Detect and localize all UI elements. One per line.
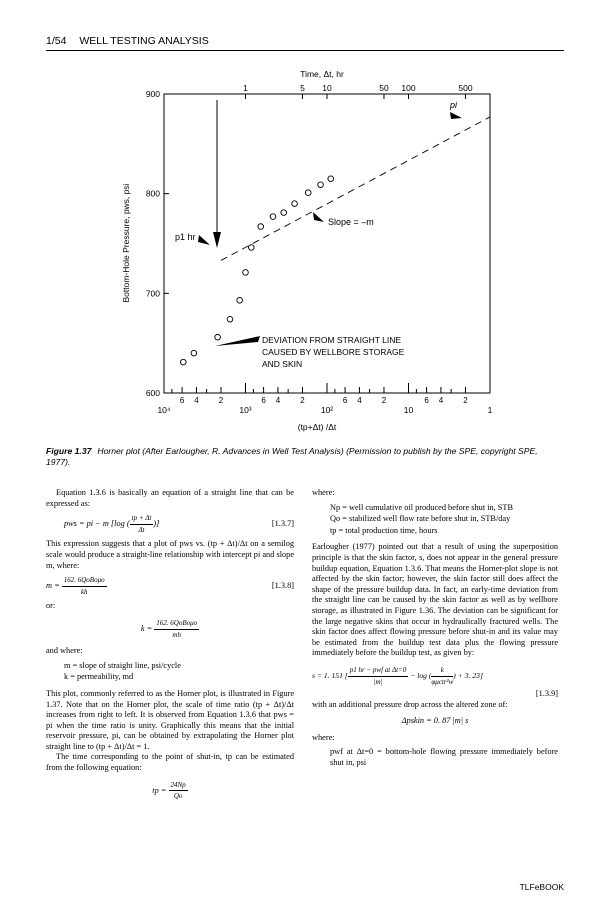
figure-label: Figure 1.37 — [46, 446, 92, 456]
y-axis-label: Bottom-Hole Pressure, pws, psi — [121, 183, 131, 303]
x-minor-label: 4 — [275, 396, 281, 405]
definition-list — [64, 661, 294, 683]
data-point — [305, 190, 311, 196]
top-tick-label: 10 — [322, 83, 332, 93]
eq-log: log — [114, 519, 125, 529]
x-minor-label: 6 — [424, 396, 429, 405]
slope-label: Slope = –m — [328, 217, 374, 227]
data-point — [328, 176, 334, 182]
right-column — [312, 488, 558, 775]
x-axis-ticks — [157, 383, 492, 415]
eq-denominator: Δt — [138, 525, 145, 534]
x-major-label: 1 — [487, 405, 493, 415]
y-tick-label: 800 — [145, 188, 160, 199]
equation-skin: Δpskin = 0. 87 |m| s — [401, 716, 469, 726]
paragraph: This expression suggests that a plot of pws vs. (tp + Δt)/Δt on a semilog scale would produce a straight-line relationship with intercept pi and slope m, where: — [46, 539, 294, 570]
eq-lhs: s = 1. 151 — [312, 670, 343, 680]
paragraph: where: — [312, 732, 335, 742]
eq-denominator: kh — [80, 587, 88, 596]
paragraph: and where: — [46, 646, 83, 656]
top-axis-label: Time, Δt, hr — [300, 69, 344, 79]
equation-1-3-7: pws = pi − m [log ( $\frac{tp + \Delta t}{\Delta t}$ )] [1.3.7] — [64, 514, 294, 534]
equation-1-3-8 — [46, 575, 294, 597]
x-minor-label: 4 — [194, 396, 199, 405]
footer-mark: TLFeBOOK — [519, 882, 564, 892]
paragraph: where: — [312, 488, 335, 497]
equation-number: [1.3.7] — [271, 518, 294, 528]
eq-numerator: 162. 6QoBoμo — [62, 575, 107, 587]
paragraph: or: — [46, 601, 56, 611]
top-tick-label: 5 — [300, 83, 305, 93]
page-number: 1/54 — [46, 35, 67, 47]
x-minor-label: 2 — [381, 396, 387, 405]
figure-caption-text: Horner plot (After Earlougher, R. Advances in Well Test Analysis) (Permission to publish by the SPE, copyright SPE, 1977). — [46, 446, 538, 467]
x-major-label: 10 — [403, 405, 414, 415]
data-point — [281, 210, 287, 216]
y-tick-label: 600 — [145, 388, 160, 398]
eq-numerator: p1 hr − pwf at Δt=0 — [348, 665, 409, 677]
eq-numerator: 24Np — [169, 780, 188, 792]
x-minor-label: 6 — [342, 396, 348, 405]
eq-numerator: 162. 6QoBoμo — [154, 618, 199, 630]
equation-tp — [46, 780, 294, 802]
eq-lhs: tp = — [152, 785, 167, 795]
data-point — [227, 316, 233, 322]
top-tick-label: 100 — [401, 83, 416, 93]
eq-numerator: k — [431, 665, 453, 677]
top-tick-label: 1 — [243, 83, 248, 93]
left-column — [46, 488, 294, 808]
x-minor-label: 6 — [261, 396, 266, 405]
horner-straight-line — [221, 117, 490, 261]
deviation-line-2: CAUSED BY WELLBORE STORAGE — [262, 347, 405, 357]
data-point — [270, 214, 276, 220]
definition-list — [330, 503, 558, 537]
x-minor-label: 2 — [300, 396, 305, 405]
paragraph: The time corresponding to the point of shut-in, tp can be estimated from the following equation: — [46, 752, 294, 773]
x-minor-label: 4 — [357, 396, 362, 405]
x-minor-label: 2 — [463, 396, 468, 405]
paragraph: with an additional pressure drop across the altered zone of: — [312, 699, 508, 709]
x-minor-label: 4 — [438, 396, 444, 405]
eq-denominator: φμctr²w — [431, 677, 454, 686]
deviation-line-1: DEVIATION FROM STRAIGHT LINE — [262, 335, 402, 345]
x-major-label: 10² — [320, 405, 334, 415]
eq-lhs: k = — [140, 623, 153, 633]
definition-item: m = slope of straight line, psi/cycle — [64, 660, 181, 670]
eq-numerator: tp + Δt — [130, 513, 154, 525]
equation-1-3-9: s = 1. 151 [ $\frac{\text{p1 hr − pwf at Δt=0}}{|m|}$ − log ( $\frac{k}{\text{φμctr²w}}$ ) + 3. 23] — [312, 665, 483, 686]
p1hr-arrowhead — [213, 232, 221, 248]
page-header — [46, 35, 219, 47]
eq-tail: + 3. 23 — [457, 670, 480, 680]
data-point — [318, 182, 324, 188]
data-point — [248, 245, 254, 251]
top-axis-ticks — [243, 83, 473, 99]
definition-item: Np = well cumulative oil produced before shut in, STB — [330, 502, 514, 512]
data-point — [292, 201, 298, 207]
equation-k — [46, 618, 294, 640]
eq-log: − log — [410, 670, 427, 680]
definition-item: k = permeability, md — [64, 672, 134, 682]
paragraph: Earlougher (1977) pointed out that a result of using the superposition principle is that the skin factor, s, does not appear in the general pressure buildup equation, Equation 1.3.6. That means the Horner-plot slope is not affected by the skin factor; however, the skin factor still does affect the shape of the pressure buildup data. In fact, an early-time deviation from the straight line can be caused by the skin factor as well as by wellbore storage, as illustrated in Figure 1.36. The deviation can be significant for the large negative skins that occur in hydraulically fractured wells. The skin factor does affect flowing pressure before shut-in and its value may be estimated from the buildup test data plus the flowing pressure immediately before the buildup test, as given by: — [312, 542, 558, 658]
paragraph: This plot, commonly referred to as the Horner plot, is illustrated in Figure 1.37. Note that on the Horner plot, the scale of time ratio (tp + Δt)/Δt increases from right to left. It is observed from Equation 1.3.6 that pws = pi when the time ratio is unity. Graphically this means that the initial reservoir pressure, pi, can be obtained by extrapolating the Horner plot straight line to (tp + Δt)/Δt = 1. — [46, 688, 294, 751]
data-point — [180, 359, 186, 365]
x-minor-label: 6 — [179, 396, 185, 405]
p1hr-pointer — [198, 235, 210, 245]
definition-item: Qo = stabilized well flow rate before shut in, STB/day — [330, 514, 511, 524]
pi-label: pi — [450, 100, 458, 110]
data-point — [215, 334, 221, 340]
horner-plot — [110, 62, 510, 442]
y-tick-label: 700 — [145, 288, 160, 299]
slope-pointer — [313, 212, 324, 222]
data-point — [243, 270, 249, 276]
pi-pointer — [450, 112, 462, 119]
top-tick-label: 500 — [458, 83, 473, 93]
eq-lhs: pws = pi − m — [64, 519, 109, 529]
eq-lhs: m = — [46, 581, 60, 591]
paragraph: Equation 1.3.6 is basically an equation of a straight line that can be expressed as: — [46, 488, 294, 508]
x-major-label: 10³ — [239, 405, 252, 415]
top-tick-label: 50 — [379, 83, 389, 93]
eq-denominator: |m| — [373, 677, 383, 686]
equation-number: [1.3.9] — [535, 689, 558, 699]
definition-item: pwf at Δt=0 = bottom-hole flowing pressure immediately before shut in, psi — [330, 747, 558, 768]
deviation-pointer — [215, 336, 260, 346]
x-axis-label: (tp+Δt) /Δt — [297, 422, 337, 432]
x-minor-label: 2 — [218, 396, 224, 405]
data-point — [237, 298, 243, 304]
data-point — [191, 350, 197, 356]
deviation-line-3: AND SKIN — [262, 359, 303, 369]
y-tick-label: 900 — [145, 89, 160, 99]
x-major-label: 10⁴ — [157, 405, 171, 415]
header-rule — [46, 50, 564, 51]
eq-denominator: mh — [172, 630, 181, 639]
y-axis-ticks — [146, 89, 169, 398]
running-title: WELL TESTING ANALYSIS — [79, 35, 209, 47]
p1hr-label: p1 hr — [175, 232, 196, 242]
equation-number: [1.3.8] — [271, 580, 294, 590]
eq-denominator: Qo — [173, 792, 183, 801]
definition-item: tp = total production time, hours — [330, 525, 438, 535]
data-point — [258, 224, 264, 230]
definition-list — [330, 747, 558, 768]
figure-caption — [46, 446, 556, 468]
